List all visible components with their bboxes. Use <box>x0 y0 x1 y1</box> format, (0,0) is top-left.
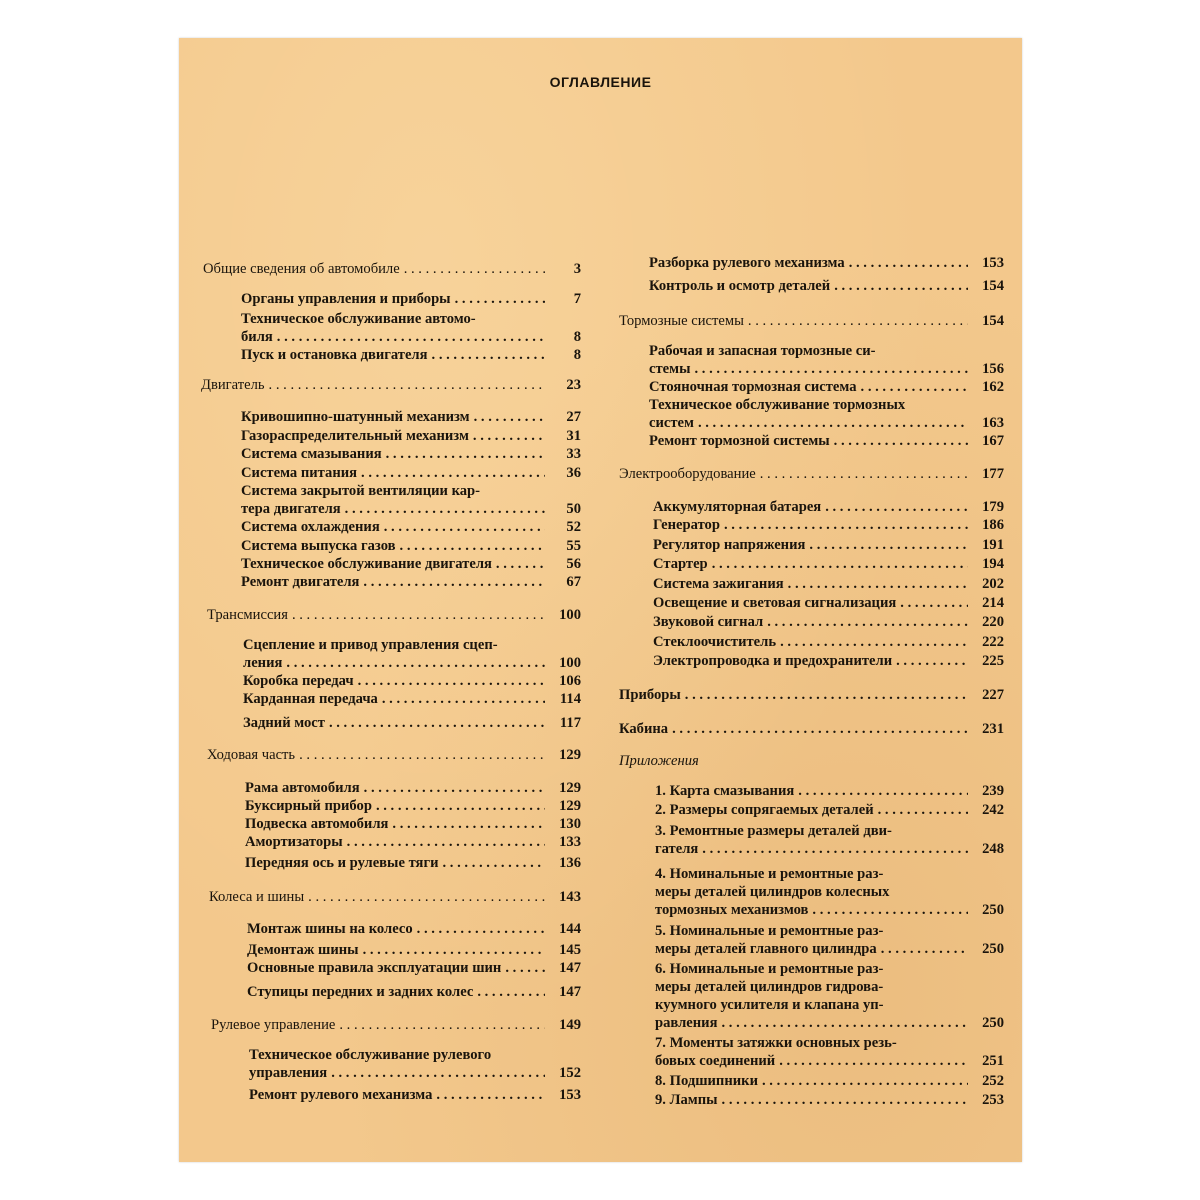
toc-leader-dots <box>308 888 545 906</box>
toc-entry-text: равления <box>655 1015 718 1031</box>
toc-entry <box>619 536 1004 554</box>
toc-page-number: 117 <box>559 715 581 731</box>
toc-page-number: 162 <box>982 379 1004 395</box>
toc-leader-dots <box>382 690 545 708</box>
toc-leader-dots <box>443 854 546 872</box>
toc-entry <box>619 342 1004 378</box>
toc-leader-dots <box>269 376 545 394</box>
toc-page-number: 250 <box>982 941 1004 957</box>
toc-page-number: 154 <box>982 313 1004 329</box>
toc-entry <box>201 260 581 278</box>
toc-entry <box>201 833 581 851</box>
toc-entry-text: Система выпуска газов <box>241 538 396 554</box>
toc-leader-dots <box>277 328 545 346</box>
toc-leader-dots <box>685 686 968 704</box>
toc-entry <box>201 959 581 977</box>
toc-entry <box>619 465 1004 483</box>
toc-entry <box>201 920 581 938</box>
toc-page-number: 130 <box>559 816 581 832</box>
toc-leader-dots <box>436 1086 545 1104</box>
toc-leader-dots <box>900 594 968 612</box>
toc-leader-dots <box>694 360 968 378</box>
toc-entry-text: Система зажигания <box>653 576 784 592</box>
toc-entry <box>201 1046 581 1082</box>
toc-leader-dots <box>809 536 968 554</box>
toc-leader-dots <box>767 613 968 631</box>
toc-entry <box>619 575 1004 593</box>
toc-entry-text: тормозных механизмов <box>655 902 809 918</box>
toc-page-number: 106 <box>559 673 581 689</box>
toc-page-number: 153 <box>559 1087 581 1103</box>
toc-page-number: 179 <box>982 499 1004 515</box>
toc-entry-text: 9. Лампы <box>655 1092 718 1108</box>
toc-entry-text: Контроль и осмотр деталей <box>649 278 831 294</box>
toc-page-number: 251 <box>982 1053 1004 1069</box>
toc-entry-text: Рама автомобиля <box>245 780 360 796</box>
toc-entry-text: Система смазывания <box>241 446 382 462</box>
toc-leader-dots <box>392 815 545 833</box>
toc-entry-text: Рабочая и запасная тормозные си- <box>649 343 876 359</box>
toc-page-number: 50 <box>566 501 581 517</box>
toc-entry-text: Рулевое управление <box>211 1017 336 1033</box>
toc-entry-text: Пуск и остановка двигателя <box>241 347 428 363</box>
toc-entry <box>201 690 581 708</box>
toc-entry <box>201 854 581 872</box>
toc-entry <box>619 720 1004 738</box>
toc-page-number: 227 <box>982 687 1004 703</box>
toc-leader-dots <box>363 941 545 959</box>
toc-leader-dots <box>404 260 545 278</box>
toc-page-number: 149 <box>559 1017 581 1033</box>
toc-leader-dots <box>376 797 545 815</box>
toc-entry <box>201 941 581 959</box>
toc-entry-text: Трансмиссия <box>207 607 288 623</box>
toc-leader-dots <box>762 1072 968 1090</box>
toc-leader-dots <box>798 782 968 800</box>
toc-page-number: 253 <box>982 1092 1004 1108</box>
toc-entry <box>619 1034 1004 1070</box>
toc-entry-text: Подвеска автомобиля <box>245 816 389 832</box>
toc-leader-dots <box>473 427 545 445</box>
toc-entry <box>201 376 581 394</box>
toc-entry <box>619 960 1004 1032</box>
toc-entry-text: куумного усилителя и клапана уп- <box>655 997 884 1013</box>
toc-leader-dots <box>779 1052 968 1070</box>
toc-entry <box>201 779 581 797</box>
toc-page-number: 152 <box>559 1065 581 1081</box>
toc-entry <box>201 1086 581 1104</box>
toc-entry-text: 2. Размеры сопрягаемых деталей <box>655 802 874 818</box>
toc-entry-text: Система питания <box>241 465 358 481</box>
toc-leader-dots <box>347 833 545 851</box>
toc-leader-dots <box>702 840 968 858</box>
toc-leader-dots <box>834 432 968 450</box>
toc-page-number: 129 <box>559 780 581 796</box>
toc-leader-dots <box>299 746 545 764</box>
toc-entry-text: Демонтаж шины <box>247 942 359 958</box>
toc-leader-dots <box>825 498 968 516</box>
toc-page-number: 145 <box>559 942 581 958</box>
toc-entry-text: Колеса и шины <box>209 889 305 905</box>
toc-entry-text: Ремонт двигателя <box>241 574 360 590</box>
toc-leader-dots <box>760 465 968 483</box>
toc-page-number: 52 <box>566 519 581 535</box>
toc-entry <box>201 310 581 346</box>
toc-leader-dots <box>339 1016 545 1034</box>
toc-entry-text: Ступицы передних и задних колес <box>247 984 474 1000</box>
toc-entry <box>201 445 581 463</box>
toc-entry <box>201 797 581 815</box>
toc-page-number: 231 <box>982 721 1004 737</box>
toc-entry-text: Ремонт тормозной системы <box>649 433 830 449</box>
toc-entry-text: 7. Моменты затяжки основных резь- <box>655 1035 897 1051</box>
toc-page-number: 153 <box>982 255 1004 271</box>
toc-page-number: 55 <box>566 538 581 554</box>
toc-page-number: 167 <box>982 433 1004 449</box>
toc-entry <box>201 636 581 672</box>
toc-entry-text: Монтаж шины на колесо <box>247 921 413 937</box>
toc-page-number: 163 <box>982 415 1004 431</box>
toc-leader-dots <box>721 1014 968 1032</box>
toc-page-number: 100 <box>559 655 581 671</box>
toc-entry-text: 3. Ремонтные размеры деталей дви- <box>655 823 892 839</box>
toc-leader-dots <box>780 633 968 651</box>
toc-entry-text: Система закрытой вентиляции кар- <box>241 483 481 499</box>
toc-page-number: 8 <box>573 347 581 363</box>
toc-entry-text: Генератор <box>653 517 720 533</box>
toc-entry-text: Приложения <box>619 753 699 769</box>
toc-entry <box>619 396 1004 432</box>
toc-page-number: 129 <box>559 798 581 814</box>
toc-entry <box>201 983 581 1001</box>
toc-page-number: 133 <box>559 834 581 850</box>
toc-page-number: 36 <box>566 465 581 481</box>
toc-leader-dots <box>724 516 968 534</box>
toc-page-number: 225 <box>982 653 1004 669</box>
toc-entry <box>619 277 1004 295</box>
book-page <box>179 38 1022 1162</box>
toc-leader-dots <box>358 672 545 690</box>
toc-entry-text: Стартер <box>653 556 708 572</box>
toc-entry-text: Разборка рулевого механизма <box>649 255 845 271</box>
toc-page-number: 144 <box>559 921 581 937</box>
toc-entry-text: Кривошипно-шатунный механизм <box>241 409 470 425</box>
toc-entry <box>201 427 581 445</box>
toc-leader-dots <box>455 290 545 308</box>
toc-entry <box>201 555 581 573</box>
toc-page-number: 250 <box>982 902 1004 918</box>
toc-leader-dots <box>812 901 968 919</box>
toc-leader-dots <box>896 652 968 670</box>
toc-page-number: 154 <box>982 278 1004 294</box>
toc-entry <box>201 346 581 364</box>
toc-page-number: 136 <box>559 855 581 871</box>
toc-entry-text: стемы <box>649 361 691 377</box>
toc-page-number: 147 <box>559 984 581 1000</box>
toc-leader-dots <box>878 801 968 819</box>
toc-entry <box>201 672 581 690</box>
toc-leader-dots <box>474 408 545 426</box>
toc-entry <box>201 464 581 482</box>
toc-page-number: 191 <box>982 537 1004 553</box>
toc-page-number: 242 <box>982 802 1004 818</box>
toc-leader-dots <box>363 573 545 591</box>
toc-entry <box>619 752 1004 770</box>
toc-entry-text: бовых соединений <box>655 1053 776 1069</box>
toc-entry-text: Стояночная тормозная система <box>649 379 857 395</box>
toc-entry-text: 1. Карта смазывания <box>655 783 795 799</box>
toc-entry <box>619 1072 1004 1090</box>
toc-entry <box>619 633 1004 651</box>
toc-page-number: 33 <box>566 446 581 462</box>
toc-entry-text: Передняя ось и рулевые тяги <box>245 855 439 871</box>
toc-entry-text: меры деталей цилиндров колесных <box>655 884 890 900</box>
toc-entry-text: Техническое обслуживание двигателя <box>241 556 492 572</box>
toc-entry-text: управления <box>249 1065 328 1081</box>
toc-leader-dots <box>361 464 545 482</box>
toc-entry-text: меры деталей главного цилиндра <box>655 941 877 957</box>
toc-page-number: 202 <box>982 576 1004 592</box>
toc-leader-dots <box>881 940 968 958</box>
toc-entry-text: Приборы <box>619 687 681 703</box>
toc-page-number: 143 <box>559 889 581 905</box>
toc-entry <box>619 613 1004 631</box>
toc-entry-text: биля <box>241 329 273 345</box>
toc-entry-text: Ходовая часть <box>207 747 296 763</box>
toc-entry <box>201 408 581 426</box>
toc-entry-text: Освещение и световая сигнализация <box>653 595 897 611</box>
toc-leader-dots <box>496 555 545 573</box>
toc-leader-dots <box>329 714 545 732</box>
toc-leader-dots <box>364 779 545 797</box>
toc-entry-text: меры деталей цилиндров гидрова- <box>655 979 884 995</box>
toc-page-number: 27 <box>566 409 581 425</box>
toc-page-number: 114 <box>559 691 581 707</box>
toc-page-number: 100 <box>559 607 581 623</box>
toc-entry-text: тера двигателя <box>241 501 341 517</box>
toc-leader-dots <box>834 277 968 295</box>
toc-entry <box>201 815 581 833</box>
toc-entry-text: Общие сведения об автомобиле <box>203 261 400 277</box>
toc-entry-text: гателя <box>655 841 699 857</box>
toc-page-number: 177 <box>982 466 1004 482</box>
toc-page-number: 222 <box>982 634 1004 650</box>
toc-entry <box>201 606 581 624</box>
toc-leader-dots <box>417 920 545 938</box>
toc-leader-dots <box>849 254 968 272</box>
toc-page-number: 8 <box>573 329 581 345</box>
toc-page-number: 129 <box>559 747 581 763</box>
toc-leader-dots <box>345 500 545 518</box>
toc-entry-text: Задний мост <box>243 715 325 731</box>
toc-page-number: 31 <box>566 428 581 444</box>
toc-entry-text: Основные правила эксплуатации шин <box>247 960 502 976</box>
toc-entry-text: Амортизаторы <box>245 834 343 850</box>
toc-entry <box>201 714 581 732</box>
toc-entry <box>201 290 581 308</box>
toc-page-number: 248 <box>982 841 1004 857</box>
toc-entry-text: Ремонт рулевого механизма <box>249 1087 433 1103</box>
toc-entry-text: Кабина <box>619 721 669 737</box>
toc-leader-dots <box>861 378 968 396</box>
toc-leader-dots <box>505 959 545 977</box>
toc-entry-text: Тормозные системы <box>619 313 744 329</box>
toc-entry <box>619 865 1004 919</box>
toc-entry-text: ления <box>243 655 283 671</box>
toc-leader-dots <box>748 312 968 330</box>
toc-entry-text: Электрооборудование <box>619 466 756 482</box>
toc-page-number: 3 <box>573 261 581 277</box>
toc-entry <box>619 822 1004 858</box>
toc-entry-text: Органы управления и приборы <box>241 291 451 307</box>
toc-entry-text: Регулятор напряжения <box>653 537 806 553</box>
toc-entry <box>619 922 1004 958</box>
toc-entry <box>201 573 581 591</box>
toc-leader-dots <box>384 518 545 536</box>
toc-page-number: 194 <box>982 556 1004 572</box>
toc-leader-dots <box>722 1091 968 1109</box>
toc-entry <box>619 1091 1004 1109</box>
toc-entry-text: 6. Номинальные и ремонтные раз- <box>655 961 884 977</box>
toc-entry-text: Газораспределительный механизм <box>241 428 469 444</box>
toc-entry <box>619 801 1004 819</box>
toc-page-number: 220 <box>982 614 1004 630</box>
toc-entry-text: Аккумуляторная батарея <box>653 499 822 515</box>
toc-page-number: 156 <box>982 361 1004 377</box>
toc-entry-text: систем <box>649 415 694 431</box>
toc-entry-text: Сцепление и привод управления сцеп- <box>243 637 498 653</box>
toc-entry <box>619 432 1004 450</box>
toc-leader-dots <box>286 654 545 672</box>
toc-page-number: 67 <box>566 574 581 590</box>
toc-entry-text: Техническое обслуживание тормозных <box>649 397 906 413</box>
toc-entry-text: Буксирный прибор <box>245 798 372 814</box>
toc-leader-dots <box>712 555 968 573</box>
toc-entry <box>201 888 581 906</box>
toc-page-number: 23 <box>566 377 581 393</box>
toc-entry-text: 5. Номинальные и ремонтные раз- <box>655 923 884 939</box>
toc-entry <box>619 686 1004 704</box>
toc-leader-dots <box>331 1064 545 1082</box>
toc-entry <box>619 312 1004 330</box>
toc-leader-dots <box>292 606 545 624</box>
toc-entry-text: Звуковой сигнал <box>653 614 764 630</box>
toc-entry <box>201 518 581 536</box>
toc-leader-dots <box>788 575 968 593</box>
toc-page-number: 56 <box>566 556 581 572</box>
toc-leader-dots <box>386 445 545 463</box>
toc-page-number: 7 <box>573 291 581 307</box>
toc-entry <box>619 594 1004 612</box>
toc-page-number: 252 <box>982 1073 1004 1089</box>
toc-leader-dots <box>698 414 968 432</box>
toc-entry <box>201 1016 581 1034</box>
toc-page-number: 250 <box>982 1015 1004 1031</box>
toc-leader-dots <box>400 537 545 555</box>
toc-leader-dots <box>432 346 545 364</box>
toc-entry-text: Карданная передача <box>243 691 378 707</box>
toc-entry <box>619 782 1004 800</box>
toc-entry <box>619 498 1004 516</box>
toc-entry <box>619 652 1004 670</box>
toc-page-number: 214 <box>982 595 1004 611</box>
toc-entry <box>201 746 581 764</box>
toc-page-number: 239 <box>982 783 1004 799</box>
toc-entry-text: Техническое обслуживание автомо- <box>241 311 476 327</box>
toc-entry-text: Электропроводка и предохранители <box>653 653 893 669</box>
toc-entry-text: Техническое обслуживание рулевого <box>249 1047 492 1063</box>
toc-entry <box>619 254 1004 272</box>
toc-entry-text: Система охлаждения <box>241 519 380 535</box>
toc-entry-text: Коробка передач <box>243 673 354 689</box>
page-title: ОГЛАВЛЕНИЕ <box>549 74 652 90</box>
toc-entry <box>619 516 1004 534</box>
toc-page-number: 186 <box>982 517 1004 533</box>
toc-page-number: 147 <box>559 960 581 976</box>
toc-entry-text: Двигатель <box>201 377 265 393</box>
toc-leader-dots <box>477 983 545 1001</box>
toc-leader-dots <box>672 720 968 738</box>
toc-entry <box>201 482 581 518</box>
toc-entry-text: Стеклоочиститель <box>653 634 777 650</box>
toc-entry <box>619 378 1004 396</box>
toc-entry-text: 4. Номинальные и ремонтные раз- <box>655 866 884 882</box>
toc-entry <box>201 537 581 555</box>
toc-entry-text: 8. Подшипники <box>655 1073 758 1089</box>
toc-entry <box>619 555 1004 573</box>
